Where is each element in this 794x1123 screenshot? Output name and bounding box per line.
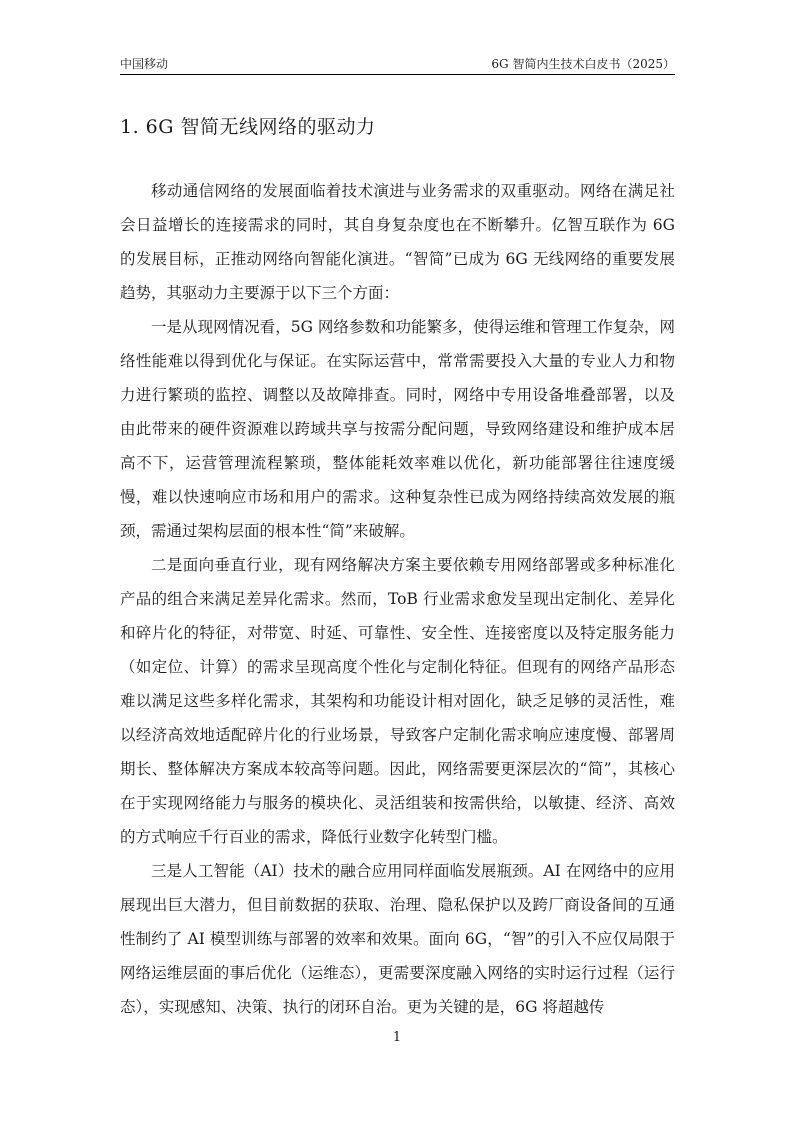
paragraph-intro: 移动通信网络的发展面临着技术演进与业务需求的双重驱动。网络在满足社会日益增长的连接需求的同时，其自身复杂度也在不断攀升。亿智互联作为 6G 的发展目标，正推动网络向智能化演进。“智简”已成为 6G 无线网络的重要发展趋势，其驱动力主要源于以下三个方面： — [120, 182, 675, 302]
header-organization: 中国移动 — [120, 57, 169, 71]
paragraph-third-driver: 三是人工智能（AI）技术的融合应用同样面临发展瓶颈。AI 在网络中的应用展现出巨大潜力，但目前数据的获取、治理、隐私保护以及跨厂商设备间的互通性制约了 AI 模型训练与部署的效率和效果。面向 6G，“智”的引入不应仅局限于网络运维层面的事后优化（运维态），更需要深度融入网络的实时运行过程（运行态），实现感知、决策、执行的闭环自治。更为关键的是，6G 将超越传 — [120, 862, 675, 1016]
header-document-title: 6G 智简内生技术白皮书（2025） — [491, 57, 675, 71]
paragraph-first-driver: 一是从现网情况看，5G 网络参数和功能繁多，使得运维和管理工作复杂，网络性能难以得到优化与保证。在实际运营中，常常需要投入大量的专业人力和物力进行繁琐的监控、调整以及故障排查。同时，网络中专用设备堆叠部署，以及由此带来的硬件资源难以跨域共享与按需分配问题，导致网络建设和维护成本居高不下，运营管理流程繁琐，整体能耗效率难以优化，新功能部署往往速度缓慢，难以快速响应市场和用户的需求。这种复杂性已成为网络持续高效发展的瓶颈，需通过架构层面的根本性“简”来破解。 — [120, 318, 675, 540]
section-title: 1. 6G 智简无线网络的驱动力 — [120, 116, 376, 138]
body-text — [120, 174, 675, 1024]
paragraph-second-driver: 二是面向垂直行业，现有网络解决方案主要依赖专用网络部署或多种标准化产品的组合来满足差异化需求。然而，ToB 行业需求愈发呈现出定制化、差异化和碎片化的特征，对带宽、时延、可靠性、安全性、连接密度以及特定服务能力（如定位、计算）的需求呈现高度个性化与定制化特征。但现有的网络产品形态难以满足这些多样化需求，其架构和功能设计相对固化，缺乏足够的灵活性，难以经济高效地适配碎片化的行业场景，导致客户定制化需求响应速度慢、部署周期长、整体解决方案成本较高等问题。因此，网络需要更深层次的“简”，其核心在于实现网络能力与服务的模块化、灵活组装和按需供给，以敏捷、经济、高效的方式响应千行百业的需求，降低行业数字化转型门槛。 — [120, 556, 675, 846]
page-number: 1 — [392, 1030, 402, 1045]
page-header — [120, 55, 675, 75]
header-divider — [120, 74, 675, 75]
